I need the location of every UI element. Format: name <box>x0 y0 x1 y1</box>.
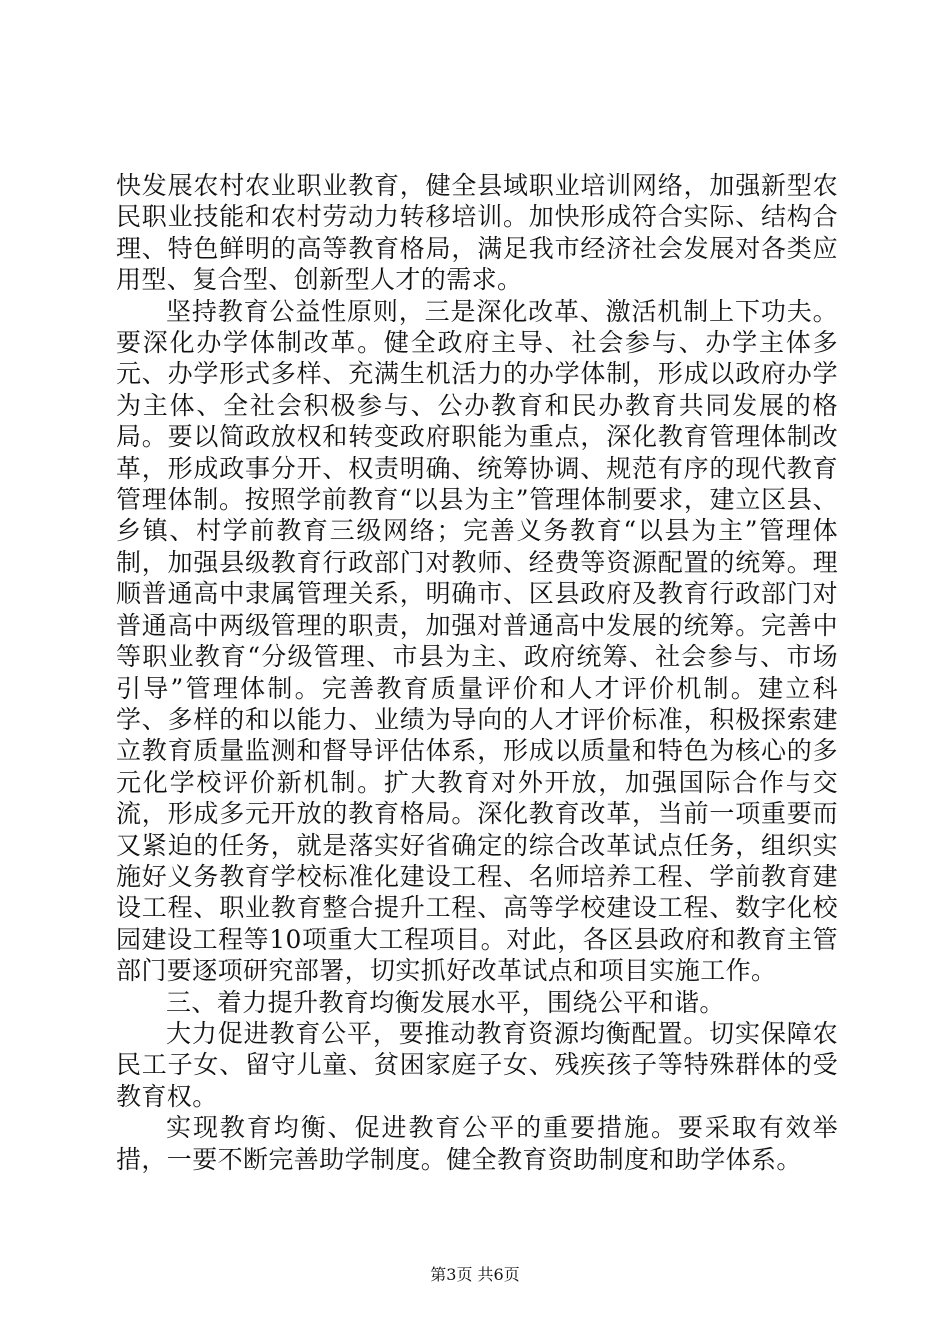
paragraph-5: 实现教育均衡、促进教育公平的重要措施。要采取有效举措，一要不断完善助学制度。健全教育资助制度和助学体系。 <box>116 1113 838 1174</box>
paragraph-2: 坚持教育公益性原则，三是深化改革、激活机制上下功夫。要深化办学体制改革。健全政府主导、社会参与、办学主体多元、办学形式多样、充满生机活力的办学体制，形成以政府办学为主体、全社会积极参与、公办教育和民办教育共同发展的格局。要以简政放权和转变政府职能为重点，深化教育管理体制改革，形成政事分开、权责明确、统筹协调、规范有序的现代教育管理体制。按照学前教育“以县为主”管理体制要求，建立区县、乡镇、村学前教育三级网络；完善义务教育“以县为主”管理体制，加强县级教育行政部门对教师、经费等资源配置的统筹。理顺普通高中隶属管理关系，明确市、区县政府及教育行政部门对普通高中两级管理的职责，加强对普通高中发展的统筹。完善中等职业教育“分级管理、市县为主、政府统筹、社会参与、市场引导”管理体制。完善教育质量评价和人才评价机制。建立科学、多样的和以能力、业绩为导向的人才评价标准，积极探索建立教育质量监测和督导评估体系，形成以质量和特色为核心的多元化学校评价新机制。扩大教育对外开放，加强国际合作与交流，形成多元开放的教育格局。深化教育改革，当前一项重要而又紧迫的任务，就是落实好省确定的综合改革试点任务，组织实施好义务教育学校标准化建设工程、名师培养工程、学前教育建设工程、职业教育整合提升工程、高等学校建设工程、数字化校园建设工程等10项重大工程项目。对此，各区县政府和教育主管部门要逐项研究部署，切实抓好改革试点和项目实施工作。 <box>116 296 838 986</box>
page-number-footer: 第3页 共6页 <box>430 1265 520 1284</box>
section-heading-3: 三、着力提升教育均衡发展水平，围绕公平和谐。 <box>166 987 725 1017</box>
paragraph-4: 大力促进教育公平，要推动教育资源均衡配置。切实保障农民工子女、留守儿童、贫困家庭子女、残疾孩子等特殊群体的受教育权。 <box>116 1018 838 1111</box>
document-body <box>116 170 838 1175</box>
paragraph-1: 快发展农村农业职业教育，健全县域职业培训网络，加强新型农民职业技能和农村劳动力转移培训。加快形成符合实际、结构合理、特色鲜明的高等教育格局，满足我市经济社会发展对各类应用型、复合型、创新型人才的需求。 <box>116 171 838 295</box>
